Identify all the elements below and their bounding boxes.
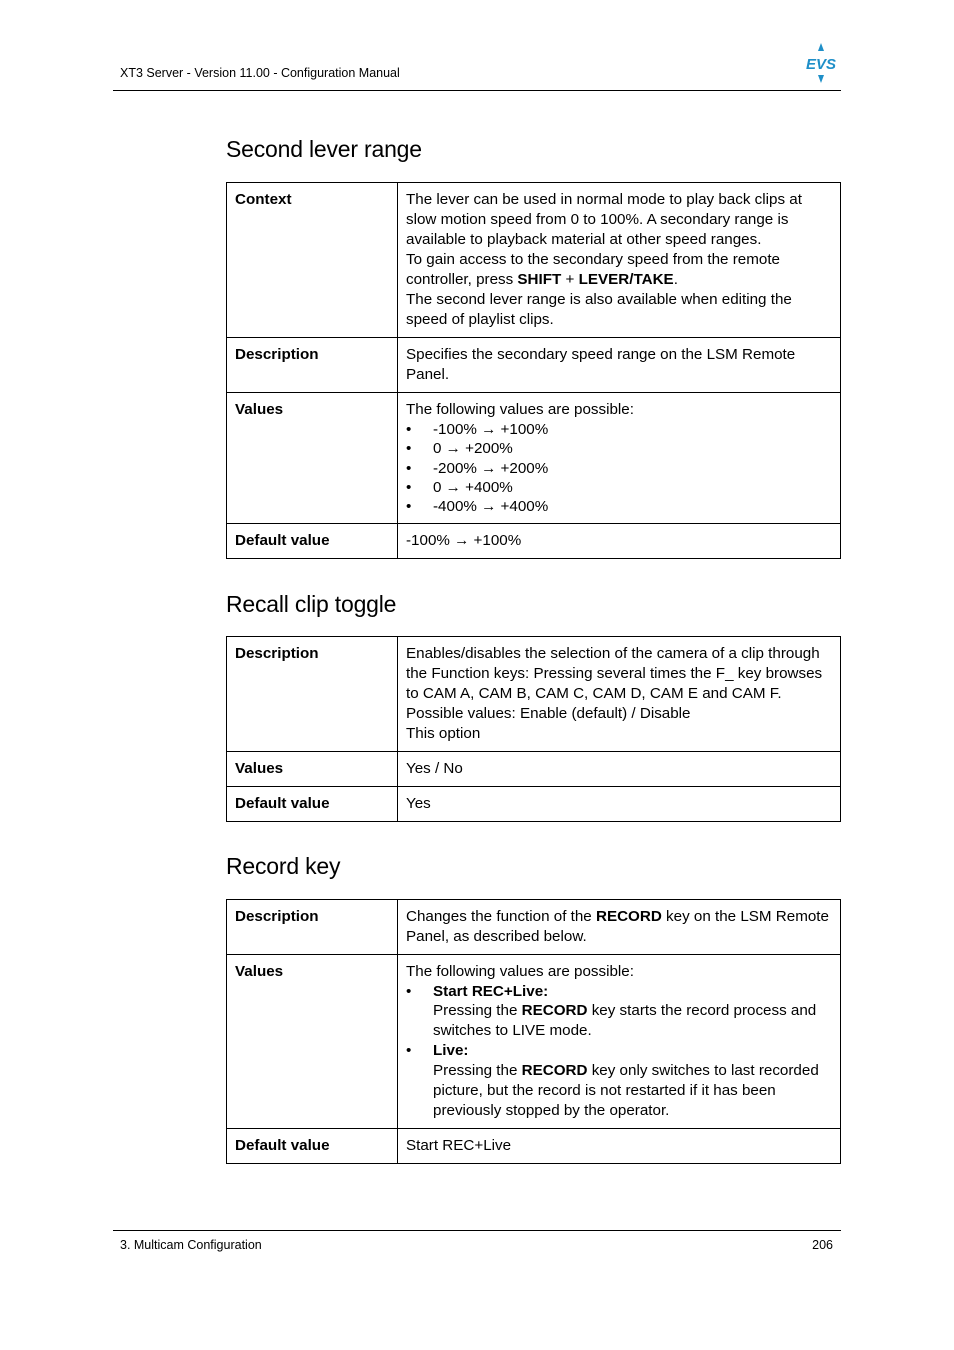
header-divider [113, 90, 841, 91]
list-item: • Start REC+Live: Pressing the RECORD key starts the record process and switches to LIVE mode. [406, 982, 832, 1041]
description-line: Enables/disables the selection of the camera of a clip through the Function keys: Pressing several times the F_ key browses to CAM A, CAM B, CAM C, CAM D, CAM E and CAM F. [406, 645, 823, 702]
row-value: Specifies the secondary speed range on the LSM Remote Panel. [398, 338, 841, 393]
values-list [406, 982, 832, 1121]
list-item: • -100% → +100% [406, 420, 832, 439]
list-item: • 0 → +400% [406, 478, 832, 497]
row-key: Description [227, 637, 398, 752]
evs-logo [803, 43, 839, 83]
section-title-second-lever-range: Second lever range [226, 136, 422, 162]
description-line: This option [406, 725, 481, 742]
row-value: -100% → +100% [398, 524, 841, 559]
header-title: XT3 Server - Version 11.00 - Configuration Manual [120, 66, 400, 80]
list-item: • -400% → +400% [406, 497, 832, 516]
row-value [398, 393, 841, 524]
table-row [227, 787, 841, 822]
row-key: Default value [227, 787, 398, 822]
record-key-table [226, 899, 841, 1164]
row-value: Changes the function of the RECORD key on the LSM Remote Panel, as described below. [398, 900, 841, 955]
row-value: Start REC+Live [398, 1128, 841, 1163]
table-row [227, 955, 841, 1129]
values-list [406, 420, 832, 516]
footer-divider [113, 1230, 841, 1231]
section-title-record-key: Record key [226, 853, 341, 879]
row-key: Values [227, 955, 398, 1129]
table-row [227, 637, 841, 752]
row-value: Yes / No [398, 752, 841, 787]
logo-text: EVS [805, 56, 837, 73]
values-intro: The following values are possible: [406, 963, 634, 980]
context-line: To gain access to the secondary speed from the remote controller, press SHIFT + LEVER/TAKE. [406, 251, 780, 288]
description-line: Possible values: Enable (default) / Disable [406, 705, 691, 722]
list-item: • -200% → +200% [406, 459, 832, 478]
row-key: Default value [227, 524, 398, 559]
recall-clip-toggle-table [226, 636, 841, 822]
footer-chapter: 3. Multicam Configuration [120, 1238, 262, 1252]
table-row [227, 752, 841, 787]
page-number: 206 [812, 1238, 833, 1252]
table-row [227, 338, 841, 393]
context-line: The lever can be used in normal mode to play back clips at slow motion speed from 0 to 100%. A secondary range is available to playback material at other speed ranges. [406, 191, 802, 248]
context-line: The second lever range is also available when editing the speed of playlist clips. [406, 291, 792, 328]
table-row [227, 183, 841, 338]
row-value [398, 183, 841, 338]
row-key: Context [227, 183, 398, 338]
row-key: Values [227, 393, 398, 524]
row-value [398, 637, 841, 752]
row-key: Default value [227, 1128, 398, 1163]
list-item: • Live: Pressing the RECORD key only switches to last recorded picture, but the record is not restarted if it has been previously stopped by the operator. [406, 1041, 832, 1120]
row-key: Description [227, 900, 398, 955]
row-key: Values [227, 752, 398, 787]
table-row [227, 900, 841, 955]
row-key: Description [227, 338, 398, 393]
list-item: • 0 → +200% [406, 439, 832, 458]
table-row [227, 1128, 841, 1163]
table-row [227, 393, 841, 524]
values-intro: The following values are possible: [406, 401, 634, 418]
second-lever-range-table [226, 182, 841, 559]
row-value: Yes [398, 787, 841, 822]
section-title-recall-clip-toggle: Recall clip toggle [226, 591, 397, 617]
row-value [398, 955, 841, 1129]
table-row [227, 524, 841, 559]
